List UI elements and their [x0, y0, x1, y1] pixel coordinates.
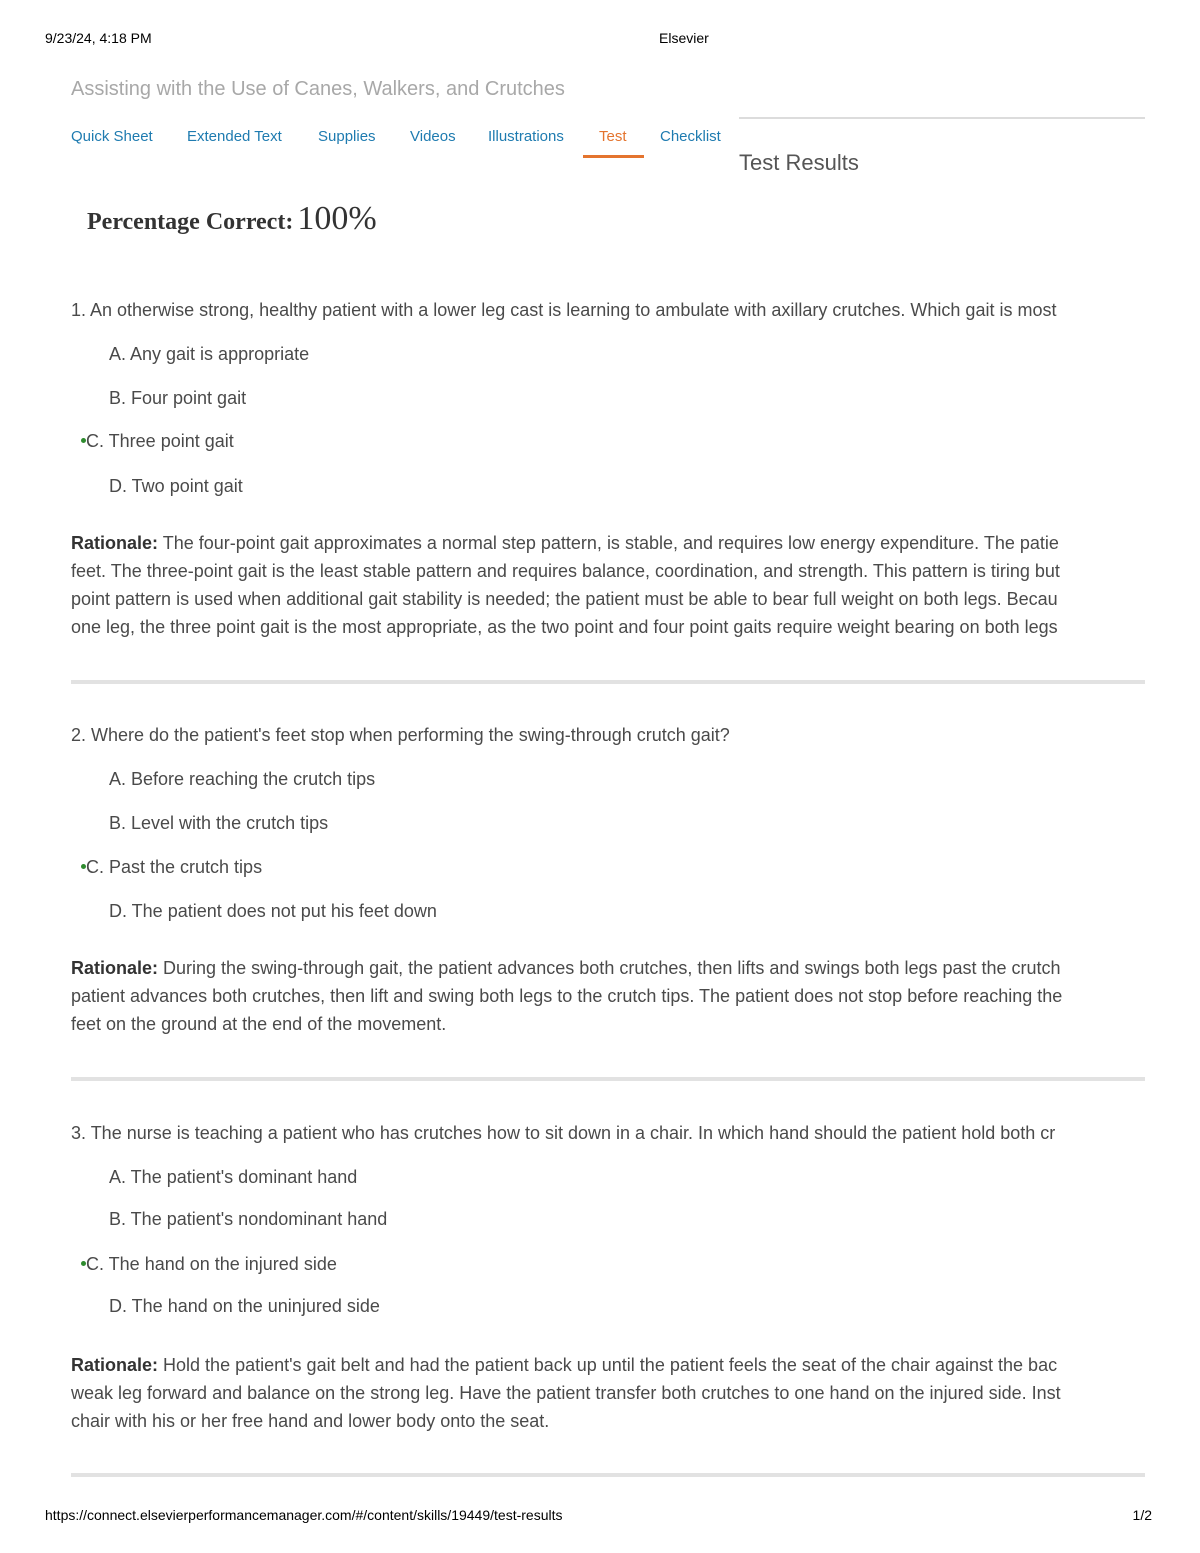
- print-page-number: 1/2: [1132, 1507, 1152, 1523]
- answer-option-text: C. Past the crutch tips: [86, 857, 263, 877]
- rationale-label: Rationale:: [71, 1355, 159, 1375]
- percentage-correct-value: 100%: [297, 200, 377, 237]
- skill-title: Assisting with the Use of Canes, Walkers, and Crutches: [71, 78, 565, 100]
- answer-option-text: C. Three point gait: [86, 431, 234, 451]
- question-divider: [71, 680, 1145, 684]
- tab-illustrations[interactable]: Illustrations: [488, 128, 564, 145]
- print-url: https://connect.elsevierperformancemanager.com/#/content/skills/19449/test-results: [45, 1507, 563, 1523]
- rationale-line: feet. The three-point gait is the least stable pattern and requires balance, coordination, and strength. This pattern is tiring but: [71, 561, 1060, 581]
- correct-answer-icon: [81, 864, 86, 869]
- rationale: [71, 529, 1060, 641]
- answer-option-c-correct: [81, 857, 262, 878]
- question-text: 3. The nurse is teaching a patient who has crutches how to sit down in a chair. In which hand should the patient hold both cr: [71, 1123, 1056, 1143]
- answer-option-d: D. The patient does not put his feet down: [109, 901, 437, 921]
- question-text: 1. An otherwise strong, healthy patient with a lower leg cast is learning to ambulate with axillary crutches. Which gait is most: [71, 300, 1057, 320]
- answer-option-b: B. Level with the crutch tips: [109, 813, 329, 833]
- rationale: [71, 1351, 1061, 1435]
- rationale-label: Rationale:: [71, 533, 159, 553]
- rationale-line: The four-point gait approximates a normal step pattern, is stable, and requires low energy expenditure. The patie: [162, 533, 1059, 553]
- answer-option-c-correct: [81, 431, 234, 452]
- question-divider: [71, 1473, 1145, 1477]
- answer-option-d: D. The hand on the uninjured side: [109, 1296, 380, 1316]
- active-tab-indicator: [583, 155, 644, 158]
- tab-supplies[interactable]: Supplies: [318, 128, 376, 145]
- tab-videos[interactable]: Videos: [410, 128, 456, 145]
- rationale-line: point pattern is used when additional gait stability is needed; the patient must be able to bear full weight on both legs. Becau: [71, 589, 1058, 609]
- answer-option-text: C. The hand on the injured side: [86, 1254, 337, 1274]
- answer-option-b: B. The patient's nondominant hand: [109, 1209, 388, 1229]
- tab-checklist[interactable]: Checklist: [660, 128, 721, 145]
- main-content: [71, 0, 1145, 1500]
- rationale-label: Rationale:: [71, 958, 159, 978]
- answer-option-a: A. Before reaching the crutch tips: [109, 769, 376, 789]
- rationale-line: patient advances both crutches, then lift and swing both legs to the crutch tips. The patient does not stop before reaching the: [71, 986, 1063, 1006]
- rationale-line: During the swing-through gait, the patient advances both crutches, then lifts and swings both legs past the crutch: [163, 958, 1061, 978]
- answer-option-d: D. Two point gait: [109, 476, 243, 496]
- tab-quick-sheet[interactable]: Quick Sheet: [71, 128, 153, 145]
- print-site-name: Elsevier: [659, 30, 709, 46]
- results-title: Test Results: [739, 150, 859, 175]
- tab-test[interactable]: Test: [599, 128, 627, 145]
- rationale-line: weak leg forward and balance on the strong leg. Have the patient transfer both crutches to one hand on the injured side. Inst: [71, 1383, 1061, 1403]
- question-divider: [71, 1077, 1145, 1081]
- percentage-correct-label: Percentage Correct:: [87, 209, 294, 235]
- answer-option-a: A. The patient's dominant hand: [109, 1167, 358, 1187]
- question-text: 2. Where do the patient's feet stop when performing the swing-through crutch gait?: [71, 725, 730, 745]
- rationale-line: chair with his or her free hand and lower body onto the seat.: [71, 1411, 550, 1431]
- tab-extended-text[interactable]: Extended Text: [187, 128, 282, 145]
- rationale-line: feet on the ground at the end of the movement.: [71, 1014, 447, 1034]
- rationale-line: Hold the patient's gait belt and had the patient back up until the patient feels the seat of the chair against the bac: [163, 1355, 1058, 1375]
- print-datetime: 9/23/24, 4:18 PM: [45, 30, 152, 46]
- rationale: [71, 954, 1062, 1038]
- print-footer: [45, 1507, 1152, 1527]
- answer-option-a: A. Any gait is appropriate: [109, 344, 310, 364]
- answer-option-c-correct: [81, 1254, 337, 1275]
- results-divider: [739, 117, 1145, 119]
- correct-answer-icon: [81, 1261, 86, 1266]
- correct-answer-icon: [81, 438, 86, 443]
- percentage-correct: [87, 200, 377, 238]
- answer-option-b: B. Four point gait: [109, 388, 247, 408]
- rationale-line: one leg, the three point gait is the most appropriate, as the two point and four point gaits require weight bearing on both legs: [71, 617, 1058, 637]
